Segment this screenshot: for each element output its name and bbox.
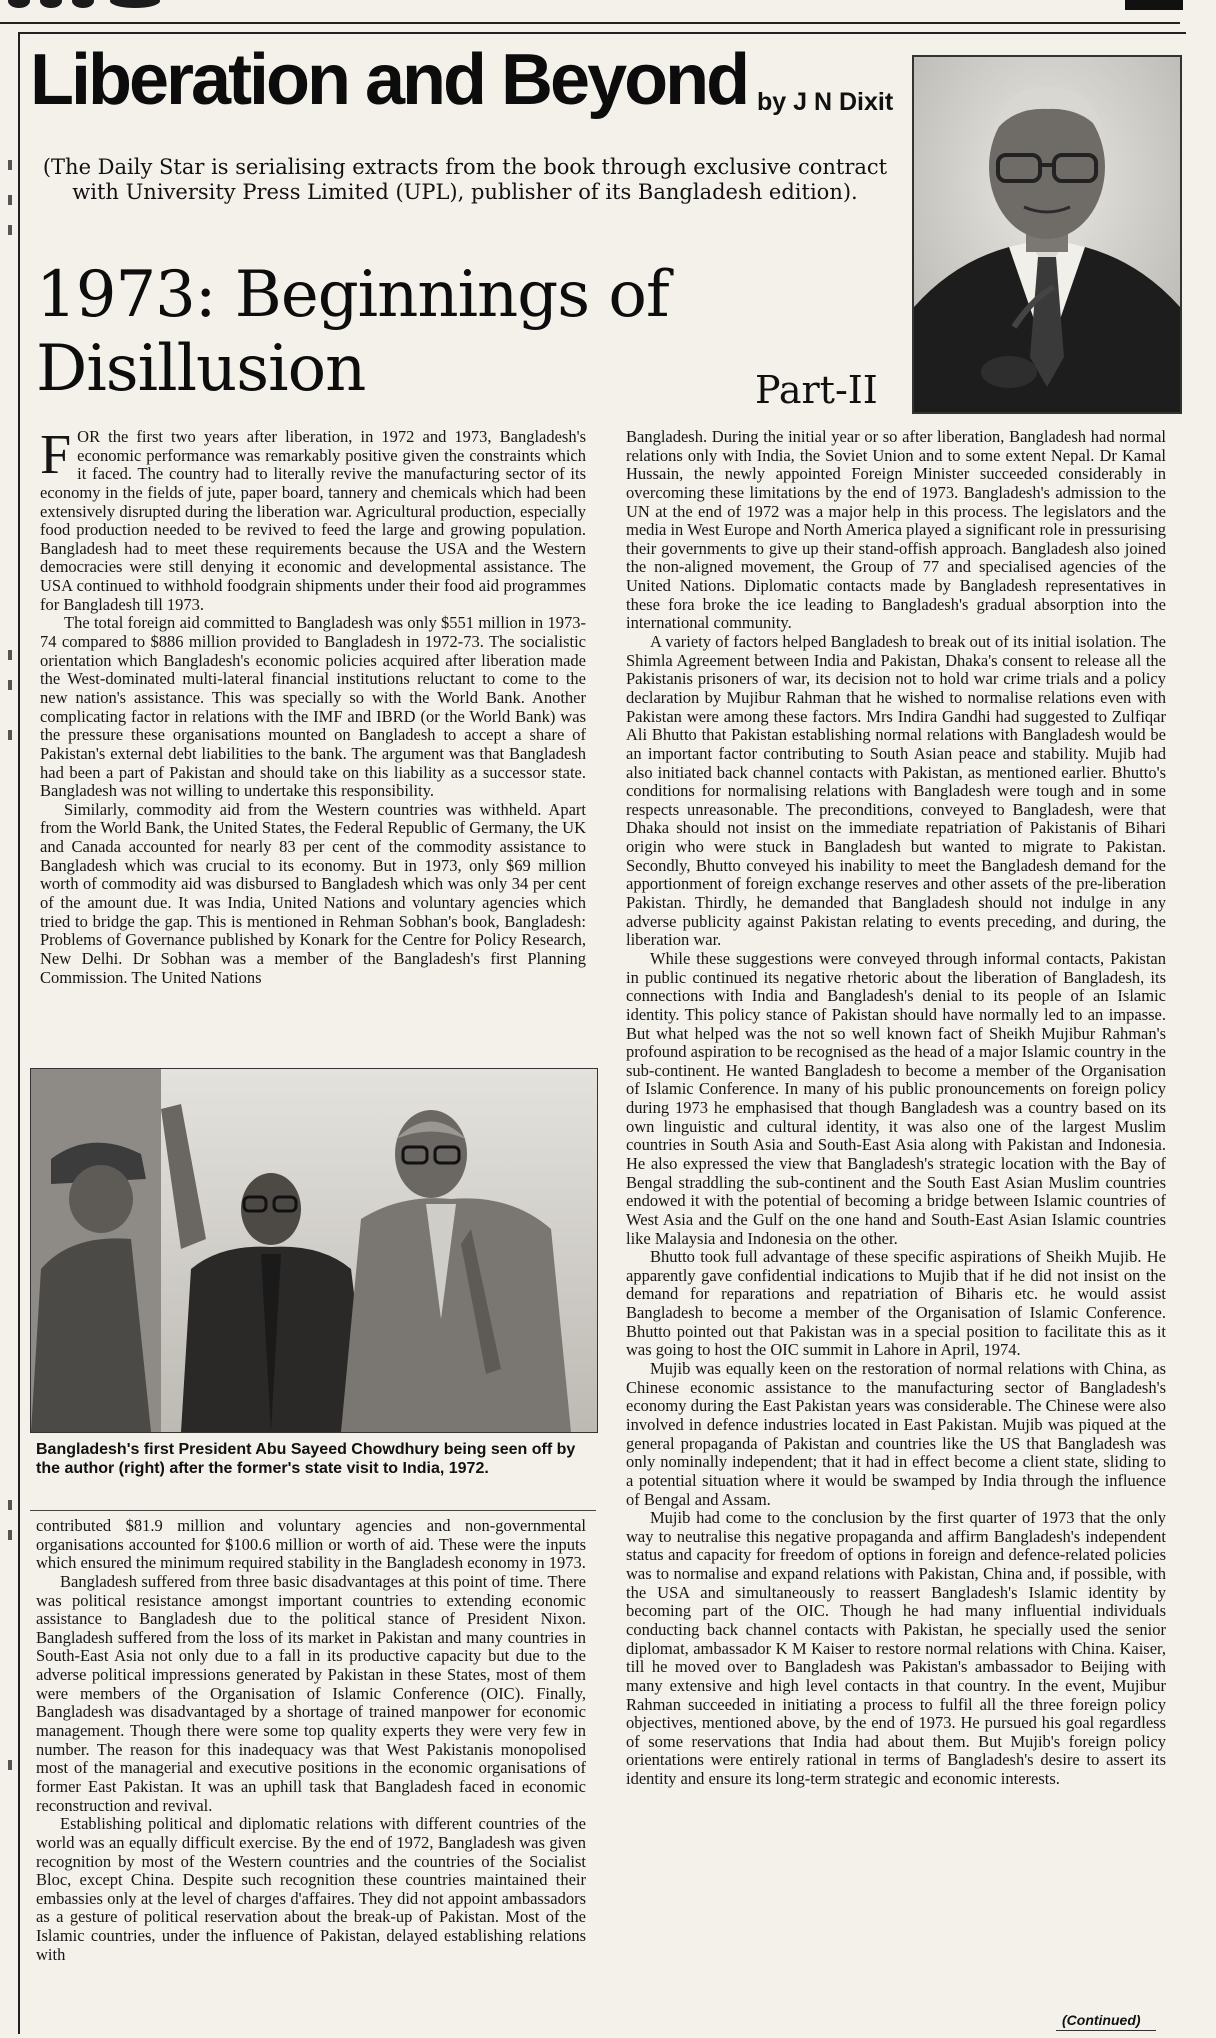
subheadline-line-2: Disillusion [36,332,366,407]
paragraph: Bhutto took full advantage of these specific aspirations of Sheikh Mujib. He apparently gave confidential indications to Mujib that if he did not insist on the demand for reparations and repatriation of Biharis etc. he would assist Bangladesh to become a member of the Organisation of Islamic Conference. Bhutto pointed out that Pakistan was in a special position to facilitate this as it was going to host the OIC summit in Lahore in April, 1974. [626,1247,1166,1360]
intro-note: (The Daily Star is serialising extracts from the book through exclusive contract with University Press Limited (UPL), publisher of its Bangladesh edition). [42,155,888,204]
caption-rule [30,1510,596,1511]
gutter-marks [8,30,14,2020]
paragraph: FOR the first two years after liberation, in 1972 and 1973, Bangladesh's economic performance was remarkably positive given the constraints which it faced. The country had to literally revive the manufacturing sector of its economy in the fields of jute, paper board, tannery and chemicals which had been extensively disrupted during the liberation war. Agricultural production, especially food production needed to be revived to feed the large and growing population. Bangladesh had to meet these requirements because the USA and the Western democracies were still denying it economic and developmental assistance. The USA continued to withhold foodgrain shipments under their food aid programmes for Bangladesh till 1973. [40,424,586,614]
subheadline [36,258,669,406]
paragraph: Establishing political and diplomatic relations with different countries of the world was an equally difficult exercise. By the end of 1972, Bangladesh was given recognition by most of the Western countries and the countries of the Socialist Bloc, except China. Despite such recognition these countries maintained their embassies only at the level of charges d'affaires. They did not appoint ambassadors as a gesture of political reservation about the break-up of Pakistan. Most of the Islamic countries, under the influence of Pakistan, delayed establishing relations with [36,1814,586,1964]
paragraph: Mujib was equally keen on the restoration of normal relations with China, as Chinese economic assistance to the manufacturing sector of Bangladesh's economy during the East Pakistan years was considerable. The Chinese were also involved in defence industries located in East Pakistan. Mujib was piqued at the general propaganda of Pakistan and countries like the US that Bangladesh was only nominally independent; that it had in effect become a client state, sliding to a potential situation where it would be swamped by India through the influence of Bengal and Assam. [626,1359,1166,1509]
byline: by J N Dixit [757,88,894,116]
column-2 [626,428,1166,1789]
header-rule [0,22,1180,24]
article-title: Liberation and Beyond [30,40,748,120]
column-1 [40,424,586,987]
part-label: Part-II [755,368,878,412]
paragraph: Similarly, commodity aid from the Western countries was withheld. Apart from the World Bank, the United States, the Federal Republic of Germany, the UK and Canada accounted for nearly 83 per cent of the commodity assistance to Bangladesh which was crucial to its economy. But in 1973, only $69 million worth of commodity aid was disbursed to Bangladesh which was only 34 per cent of the amount due. It was India, United Nations and voluntary agencies which tried to bridge the gap. This is mentioned in Rehman Sobhan's book, Bangladesh: Problems of Governance published by Konark for the Centre for Policy Research, New Delhi. Dr Sobhan was a member of the Bangladesh's first Planning Commission. The United Nations [40,799,586,987]
author-portrait [912,55,1182,414]
subheadline-line-1: 1973: Beginnings of [36,258,669,332]
continued-label: (Continued) [1062,2012,1141,2028]
column-1-continued [36,1517,586,1964]
paragraph: Mujib had come to the conclusion by the first quarter of 1973 that the only way to neutralise this negative propaganda and affirm Bangladesh's independent status and capacity for freedom of options in foreign and defence-related policies was to normalise and expand relations with Pakistan, China and, if possible, with the USA and simultaneously to reassert Bangladesh's Islamic identity by becoming part of the OIC. Though he had many influential individuals conducting back channel contacts with Pakistan, he specially used the senior diplomat, ambassador K M Kaiser to restore normal relations with China. Kaiser, till he moved over to Bangladesh was Pakistan's ambassador to Beijing with many extensive and high level contacts in that country. In the event, Mujibur Rahman succeeded in initiating a process to fulfil all the three foreign policy objectives, mentioned above, by the end of 1973. He pursued his goal regardless of some reservations that India had about them. But Mujib's foreign policy orientations were entirely rational in terms of Bangladesh's desire to assert its identity and ensure its long-term strategic and economic interests. [626,1508,1166,1789]
masthead-fragment [0,0,1216,12]
paragraph: Bangladesh. During the initial year or so after liberation, Bangladesh had normal relations only with India, the Soviet Union and to some extent Nepal. Dr Kamal Hussain, the newly appointed Foreign Minister succeeded considerably in overcoming these limitations by the end of 1973. Bangladesh's admission to the UN at the end of 1972 was a major help in this process. The legislators and the media in West Europe and North America played a significant role in pressurising their governments to give up their stand-offish approach. Bangladesh also joined the non-aligned movement, the Group of 77 and specialised agencies of the United Nations. Diplomatic contacts made by Bangladesh representatives in these fora broke the ice leading to Bangladesh's gradual absorption into the international community. [626,427,1166,633]
photo-caption: Bangladesh's first President Abu Sayeed Chowdhury being seen off by the author (right) after the former's state visit to India, 1972. [36,1441,576,1477]
paragraph: A variety of factors helped Bangladesh to break out of its initial isolation. The Shimla Agreement between India and Pakistan, Dhaka's consent to release all the Pakistanis prisoners of war, its decision not to hold war crime trials and a policy declaration by Mujibur Rahman that he wished to normalise relations even with Pakistan were among these factors. Mrs Indira Gandhi had suggested to Zulfiqar Ali Bhutto that Pakistan establishing normal relations with Bangladesh would be an important factor contributing to South Asian peace and stability. Mujib had also initiated back channel contacts with Pakistan, as mentioned earlier. Bhutto's conditions for normalising relations with Bangladesh were tough and in some respects unreasonable. The preconditions, conveyed to Bangladesh, were that Dhaka should not insist on the immediate repatriation of Pakistanis of Bihari origin who were stuck in Bangladesh but wanted to migrate to Pakistan. Secondly, Bhutto conveyed his inability to meet the Bangladesh demand for the apportionment of foreign exchange reserves and other assets of the pre-liberation Pakistan. Thirdly, he demanded that Bangladesh should not indulge in any adverse publicity against Pakistan relating to events preceding, and during, the liberation war. [626,632,1166,950]
paragraph: While these suggestions were conveyed through informal contacts, Pakistan in public continued its negative rhetoric about the liberation of Bangladesh, its connections with India and Bangladesh's denial to its people of an Islamic identity. This policy stance of Pakistan should have normally led to an impasse. But what helped was the not so well known fact of Sheikh Mujibur Rahman's profound aspiration to be recognised as the head of a major Islamic country in the sub-continent. He wanted Bangladesh to become a member of the Organisation of Islamic Conference. In many of his public pronouncements on foreign policy during 1973 he emphasised that though Bangladesh was a country based on its own linguistic and cultural identity, it was also one of the largest Muslim countries in South Asia and South-East Asia along with Pakistan and Indonesia. He also expressed the view that Bangladesh's strategic location with the Bay of Bengal straddling the sub-continent and the South East Asian Muslim countries endowed it with the potential of becoming a bridge between Islamic countries of West Asia and the Gulf on the one hand and South-East Asian Islamic countries like Malaysia and Indonesia on the other. [626,948,1166,1248]
news-photo [30,1068,598,1433]
drop-cap: F [40,424,72,486]
paragraph: contributed $81.9 million and voluntary agencies and non-governmental organisations accounted for $100.6 million or worth of aid. These were the inputs which ensured the minimum required stability in the Bangladesh economy in 1973. [36,1516,586,1573]
paragraph: The total foreign aid committed to Bangladesh was only $551 million in 1973-74 compared to $886 million provided to Bangladesh in 1972-73. The socialistic orientation which Bangladesh's economic policies acquired after liberation made the West-dominated multi-lateral financial institutions reluctant to come to the new nation's assistance. This was specially so with the World Bank. Another complicating factor in relations with the IMF and IBRD (or the World Bank) was the pressure these organisations mounted on Bangladesh to accept a share of Pakistan's external debt liabilities to the bank. The argument was that Bangladesh had been a part of Pakistan and should take on this liability as a successor state. Bangladesh was not willing to undertake this responsibility. [40,613,586,801]
paragraph: Bangladesh suffered from three basic disadvantages at this point of time. There was political resistance amongst important countries to extending economic assistance to Bangladesh due to the political stance of President Nixon. Bangladesh suffered from the loss of its market in Pakistan and many countries in South-East Asia not only due to a fall in its productive capacity but due to the adverse political impressions generated by Pakistan in these States, most of them were members of the Organisation of Islamic Conference (OIC). Finally, Bangladesh was disadvantaged by a shortage of trained manpower for economic management. Though there were some top quality experts they were very few in number. The reason for this inadequacy was that West Pakistanis monopolised most of the managerial and executive positions in the economic organisations of former East Pakistan. It was an uphill task that Bangladesh faced in economic reconstruction and revival. [36,1571,586,1815]
continued-rule [1056,2030,1156,2031]
